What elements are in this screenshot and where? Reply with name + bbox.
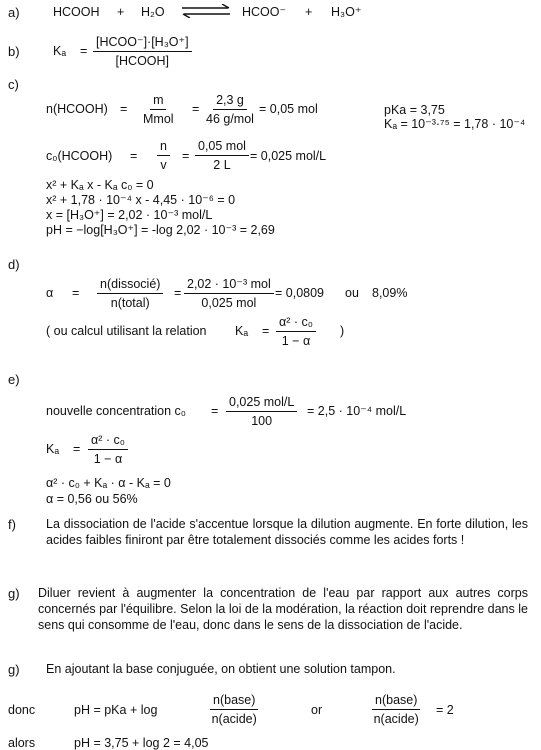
label-e: e) bbox=[8, 372, 20, 387]
fraction-numerator: 0,025 mol/L bbox=[226, 396, 297, 412]
equation-line: pH = −log[H₃O⁺] = -log 2,02 · 10⁻³ = 2,69 bbox=[46, 223, 275, 237]
equals-sign: = bbox=[72, 286, 80, 300]
fraction-base-over-acid bbox=[210, 694, 258, 725]
fraction-denominator: n(acide) bbox=[373, 711, 419, 726]
alternative-note: ( ou calcul utilisant la relation bbox=[46, 324, 207, 338]
equation-line: α² · c₀ + Kₐ · α - Kₐ = 0 bbox=[46, 476, 171, 490]
equation-line: x² + 1,78 · 10⁻⁴ x - 4,45 · 10⁻⁶ = 0 bbox=[46, 193, 236, 207]
fraction-denominator: 0,025 mol bbox=[201, 295, 257, 310]
ka-symbol: Kₐ bbox=[53, 44, 66, 58]
equals-sign: = bbox=[262, 324, 270, 338]
ka-symbol: Kₐ bbox=[235, 324, 248, 338]
fraction-denominator: n(acide) bbox=[211, 711, 257, 726]
fraction-dilution bbox=[226, 396, 297, 427]
fraction-denominator: 2 L bbox=[213, 157, 231, 172]
henderson-equation: pH = pKa + log bbox=[74, 703, 158, 717]
donc-word: donc bbox=[8, 703, 36, 717]
fraction-denominator: 1 − α bbox=[281, 333, 311, 348]
fraction-denominator: v bbox=[160, 157, 167, 172]
equation-line: x² + Kₐ x - Kₐ c₀ = 0 bbox=[46, 178, 154, 192]
fraction-numerator: m bbox=[150, 94, 166, 110]
label-a: a) bbox=[8, 5, 20, 20]
answer-line: En ajoutant la base conjuguée, on obtient une solution tampon. bbox=[46, 662, 396, 676]
equals-sign: = bbox=[174, 286, 182, 300]
reactant-water: H₂O bbox=[141, 5, 165, 19]
fraction-numerator: α² · c₀ bbox=[88, 434, 128, 450]
answer-paragraph: La dissociation de l'acide s'accentue lorsque la dilution augmente. En forte dilution, les acides faibles finiront par être totalement dissociés comme les acides forts ! bbox=[46, 517, 528, 547]
or-word: or bbox=[311, 703, 323, 717]
pka-value: pKa = 3,75 bbox=[384, 103, 445, 117]
label-g: g) bbox=[8, 586, 20, 601]
n-formic-acid: n(HCOOH) bbox=[46, 102, 108, 116]
diluted-concentration-result: = 2,5 · 10⁻⁴ mol/L bbox=[307, 404, 407, 418]
ka-alpha-relation bbox=[276, 316, 316, 347]
fraction-numerator: n(dissocié) bbox=[97, 278, 163, 294]
equals-sign: = bbox=[211, 404, 219, 418]
equation-line: α = 0,56 ou 56% bbox=[46, 492, 138, 506]
equals-sign: = bbox=[73, 442, 81, 456]
plus-sign: + bbox=[305, 5, 313, 19]
fraction-mass-over-molar-mass bbox=[206, 94, 254, 125]
fraction-numerator: n(base) bbox=[210, 694, 258, 710]
or-word: ou bbox=[345, 286, 359, 300]
ka-expression bbox=[93, 36, 192, 67]
ka-numerator: [HCOO⁻]·[H₃O⁺] bbox=[93, 36, 192, 52]
fraction-numerator: 2,3 g bbox=[213, 94, 247, 110]
answer-paragraph: Diluer revient à augmenter la concentration de l'eau par rapport aux autres corps concernés par l'équilibre. Selon la loi de la modération, la réaction doit reprendre dans le sens qui consomme de l'eau, donc dans le sens de la dissociation de l'acide. bbox=[38, 586, 528, 632]
alpha-symbol: α bbox=[46, 286, 54, 300]
fraction-base-over-acid bbox=[372, 694, 420, 725]
ka-denominator: [HCOOH] bbox=[115, 53, 170, 68]
fraction-numerator: n bbox=[157, 140, 170, 156]
fraction-moles-over-volume bbox=[195, 140, 249, 171]
fraction-denominator: 1 − α bbox=[93, 451, 123, 466]
product-hydronium: H₃O⁺ bbox=[331, 5, 362, 19]
equals-sign: = bbox=[192, 102, 200, 116]
fraction-denominator: n(total) bbox=[110, 295, 150, 310]
concentration-result: = 0,025 mol/L bbox=[250, 149, 327, 163]
ka-alpha-relation bbox=[88, 434, 128, 465]
fraction-numerator: n(base) bbox=[372, 694, 420, 710]
moles-result: = 0,05 mol bbox=[259, 102, 318, 116]
alpha-percent: 8,09% bbox=[372, 286, 408, 300]
alpha-result: = 0,0809 bbox=[275, 286, 325, 300]
equation-line: x = [H₃O⁺] = 2,02 · 10⁻³ mol/L bbox=[46, 208, 213, 222]
equilibrium-arrow-icon bbox=[180, 4, 232, 18]
alors-word: alors bbox=[8, 736, 36, 750]
new-concentration-label: nouvelle concentration c₀ bbox=[46, 404, 186, 418]
fraction-dissociated-over-total bbox=[97, 278, 163, 309]
fraction-numerator: 0,05 mol bbox=[195, 140, 249, 156]
fraction-m-over-mmol bbox=[143, 94, 174, 125]
closing-parenthesis: ) bbox=[340, 324, 345, 338]
equals-sign: = bbox=[80, 44, 88, 58]
fraction-n-over-v bbox=[157, 140, 170, 171]
label-d: d) bbox=[8, 257, 20, 272]
fraction-denominator: Mmol bbox=[143, 111, 174, 126]
ka-value: Kₐ = 10⁻³·⁷⁵ = 1,78 · 10⁻⁴ bbox=[384, 117, 526, 131]
ka-symbol: Kₐ bbox=[46, 442, 59, 456]
label-b: b) bbox=[8, 44, 20, 59]
equals-sign: = bbox=[120, 102, 128, 116]
fraction-numerator: 2,02 · 10⁻³ mol bbox=[184, 278, 274, 294]
fraction-denominator: 100 bbox=[251, 413, 273, 428]
plus-sign: + bbox=[117, 5, 125, 19]
fraction-denominator: 46 g/mol bbox=[206, 111, 254, 126]
equals-sign: = bbox=[130, 149, 138, 163]
fraction-dissociated-values bbox=[184, 278, 274, 309]
fraction-numerator: α² · c₀ bbox=[276, 316, 316, 332]
reactant-formic-acid: HCOOH bbox=[53, 5, 100, 19]
label-g: g) bbox=[8, 662, 20, 677]
label-f: f) bbox=[8, 517, 16, 532]
c0-formic-acid: c₀(HCOOH) bbox=[46, 149, 113, 163]
product-formate: HCOO⁻ bbox=[242, 5, 287, 19]
label-c: c) bbox=[8, 77, 19, 92]
final-ph-result: pH = 3,75 + log 2 = 4,05 bbox=[74, 736, 209, 750]
ratio-value: = 2 bbox=[436, 703, 454, 717]
equals-sign: = bbox=[182, 149, 190, 163]
